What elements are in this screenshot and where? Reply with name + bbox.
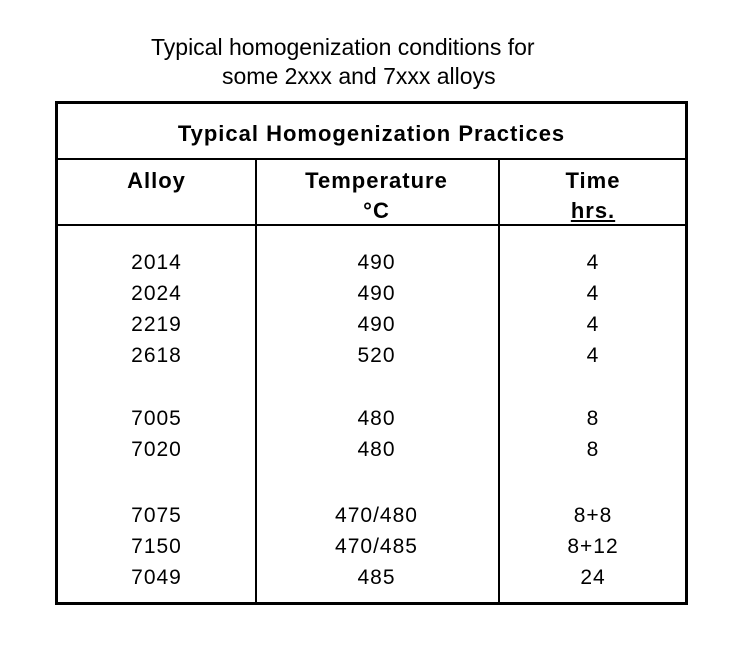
table-row: [58, 341, 685, 371]
cell-alloy: 2618: [131, 344, 182, 367]
title-divider: [58, 158, 685, 160]
cell-alloy: 7049: [131, 566, 182, 589]
cell-temperature: 470/485: [335, 535, 418, 558]
header-temperature: Temperature: [305, 168, 448, 193]
table-row: [58, 563, 685, 593]
table-row: [58, 404, 685, 434]
cell-time: 8+12: [567, 535, 619, 558]
header-time: Time: [565, 168, 621, 193]
cell-time: 24: [580, 566, 606, 589]
table-row: [58, 435, 685, 465]
header-divider: [58, 224, 685, 226]
header-temperature-unit: °C: [363, 198, 390, 223]
cell-alloy: 2219: [131, 313, 182, 336]
cell-temperature: 485: [357, 566, 396, 589]
cell-temperature: 480: [357, 407, 396, 430]
header-time-unit: hrs.: [570, 198, 616, 223]
cell-alloy: 7075: [131, 504, 182, 527]
cell-time: 4: [586, 282, 600, 305]
table-row: [58, 279, 685, 309]
cell-time: 4: [586, 313, 600, 336]
table-row: [58, 532, 685, 562]
cell-time: 8: [586, 438, 600, 461]
cell-alloy: 7150: [131, 535, 182, 558]
cell-temperature: 520: [357, 344, 396, 367]
table-row: [58, 310, 685, 340]
cell-temperature: 480: [357, 438, 396, 461]
cell-alloy: 2014: [131, 251, 182, 274]
table-row: [58, 248, 685, 278]
cell-temperature: 490: [357, 251, 396, 274]
cell-time: 8: [586, 407, 600, 430]
cell-time: 8+8: [573, 504, 613, 527]
caption-line-1: Typical homogenization conditions for: [151, 34, 535, 60]
cell-time: 4: [586, 344, 600, 367]
cell-alloy: 7005: [131, 407, 182, 430]
cell-temperature: 490: [357, 313, 396, 336]
cell-time: 4: [586, 251, 600, 274]
homogenization-table: [55, 101, 688, 605]
caption-line-2: some 2xxx and 7xxx alloys: [222, 63, 496, 89]
table-row: [58, 501, 685, 531]
cell-temperature: 490: [357, 282, 396, 305]
cell-alloy: 2024: [131, 282, 182, 305]
cell-alloy: 7020: [131, 438, 182, 461]
table-title: Typical Homogenization Practices: [177, 121, 566, 146]
header-alloy: Alloy: [127, 168, 186, 193]
cell-temperature: 470/480: [335, 504, 418, 527]
